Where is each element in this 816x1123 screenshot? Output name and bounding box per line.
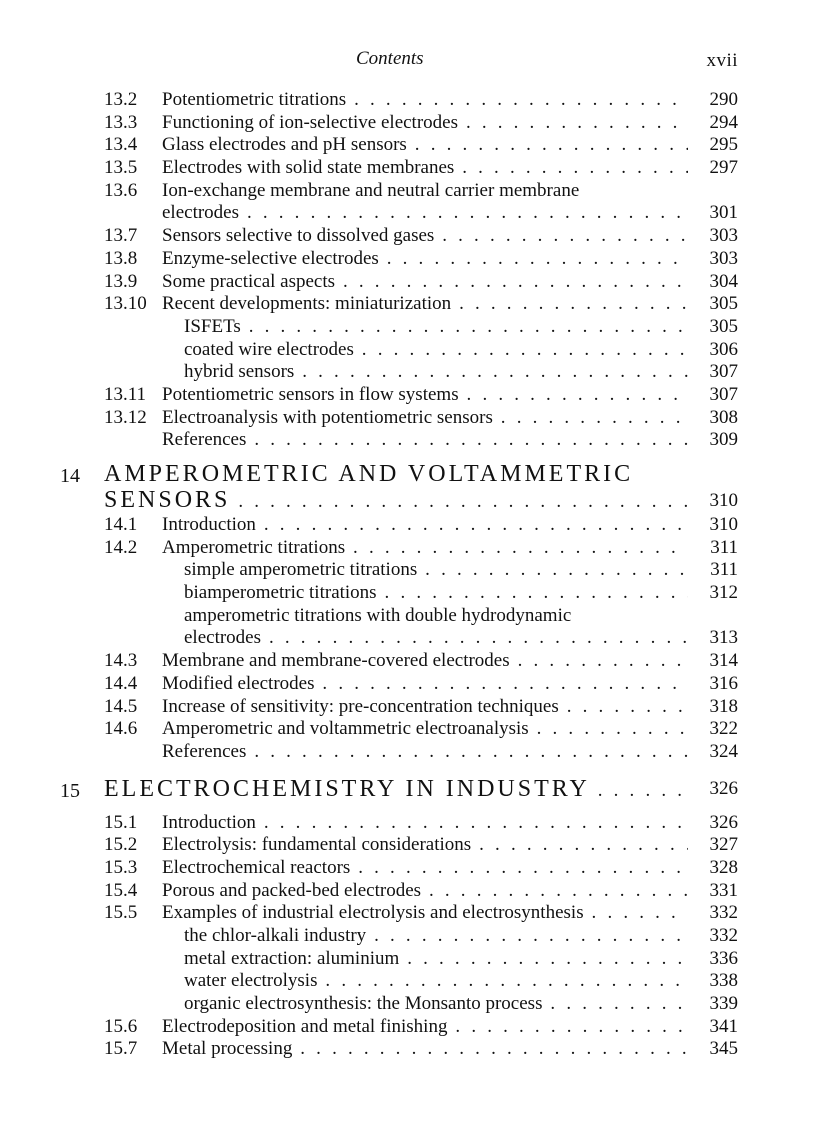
section-number: 15.1 <box>104 811 138 833</box>
page-number: xvii <box>706 50 738 71</box>
section-title: Metal processing . . . <box>162 1038 688 1061</box>
section-page: 339 <box>709 993 738 1015</box>
section-page: 316 <box>709 672 738 694</box>
chapter-number: 14 <box>60 465 80 487</box>
section-title: Examples of industrial electrolysis and electrosynthesis . . . <box>162 902 688 925</box>
section-number: 15.6 <box>104 1015 138 1037</box>
toc-entry-13-12[interactable] <box>0 407 816 430</box>
section-number: 13.4 <box>104 134 138 156</box>
toc-entry-14-references[interactable] <box>0 741 816 764</box>
section-number: 13.6 <box>104 179 138 201</box>
section-page: 313 <box>709 627 738 649</box>
section-title: Glass electrodes and pH sensors . . . <box>162 134 688 157</box>
toc-subentry-double-hydrodynamic[interactable] <box>0 605 816 628</box>
toc-entry-14-2[interactable] <box>0 537 816 560</box>
section-number: 14.6 <box>104 718 138 740</box>
section-page: 336 <box>709 947 738 969</box>
section-title: Electrodeposition and metal finishing . . . <box>162 1016 688 1039</box>
section-title: Introduction . . . <box>162 514 688 537</box>
section-title: Increase of sensitivity: pre-concentration techniques . . . <box>162 696 688 719</box>
chapter-number: 15 <box>60 779 80 802</box>
section-page: 307 <box>709 383 738 405</box>
section-title: Membrane and membrane-covered electrodes . . . <box>162 650 688 673</box>
section-title: Sensors selective to dissolved gases . . . <box>162 225 688 248</box>
toc-entry-14-3[interactable] <box>0 650 816 673</box>
section-number: 13.12 <box>104 406 147 428</box>
toc-subentry-monsanto[interactable] <box>0 993 816 1016</box>
subsection-title: hybrid sensors . . . <box>184 361 688 384</box>
chapter-title-line-2: SENSORS . . . <box>104 487 688 515</box>
toc-subentry-chlor-alkali[interactable] <box>0 925 816 948</box>
section-page: 301 <box>709 202 738 224</box>
section-page: 326 <box>709 811 738 833</box>
section-number: 14.3 <box>104 650 138 672</box>
section-page: 341 <box>709 1015 738 1037</box>
chapter-15-heading[interactable] <box>0 776 816 806</box>
section-number: 15.3 <box>104 856 138 878</box>
section-number: 14.1 <box>104 514 138 535</box>
toc-entry-13-4[interactable] <box>0 134 816 157</box>
running-header <box>0 48 816 76</box>
toc-entry-13-11[interactable] <box>0 384 816 407</box>
section-title: Electrolysis: fundamental considerations . . . <box>162 834 688 857</box>
section-page: 295 <box>709 134 738 156</box>
section-number: 15.4 <box>104 879 138 901</box>
section-title: References . . . <box>162 741 688 764</box>
toc-entry-15-2[interactable] <box>0 834 816 857</box>
section-number: 13.9 <box>104 270 138 292</box>
section-page: 311 <box>710 559 738 581</box>
running-header-title: Contents <box>356 48 424 69</box>
section-title: Amperometric titrations . . . <box>162 537 688 560</box>
section-page: 305 <box>709 315 738 337</box>
section-title: Some practical aspects . . . <box>162 271 688 294</box>
section-number: 14.4 <box>104 672 138 694</box>
subsection-title: biamperometric titrations . . . <box>184 582 688 605</box>
section-title: Introduction . . . <box>162 812 688 835</box>
toc-entry-14-5[interactable] <box>0 696 816 719</box>
section-page: 331 <box>709 879 738 901</box>
section-page: 305 <box>709 293 738 315</box>
section-page: 303 <box>709 247 738 269</box>
section-title: Potentiometric sensors in flow systems . . . <box>162 384 688 407</box>
subsection-title: water electrolysis . . . <box>184 970 688 993</box>
section-page: 322 <box>709 718 738 740</box>
section-number: 13.2 <box>104 89 138 110</box>
section-title-line-2: electrodes . . . <box>162 202 688 225</box>
toc-entry-13-6-cont[interactable] <box>0 202 816 225</box>
section-page: 327 <box>709 834 738 856</box>
section-number: 14.2 <box>104 536 138 558</box>
toc-entry-13-references[interactable] <box>0 429 816 452</box>
section-page: 297 <box>709 157 738 179</box>
subsection-title: metal extraction: aluminium . . . <box>184 948 688 971</box>
section-title: Amperometric and voltammetric electroanalysis . . . <box>162 718 688 741</box>
toc-entry-14-6[interactable] <box>0 718 816 741</box>
chapter-title: ELECTROCHEMISTRY IN INDUSTRY . . . <box>104 776 688 804</box>
toc-subentry-water-electrolysis[interactable] <box>0 970 816 993</box>
toc-entry-15-5[interactable] <box>0 902 816 925</box>
section-page: 332 <box>709 902 738 924</box>
subsection-title: organic electrosynthesis: the Monsanto process . . . <box>184 993 688 1016</box>
toc-entry-13-7[interactable] <box>0 225 816 248</box>
toc-entry-15-1[interactable] <box>0 812 816 835</box>
section-number: 13.10 <box>104 293 147 315</box>
section-page: 308 <box>709 406 738 428</box>
section-number: 13.11 <box>104 383 147 405</box>
section-page: 312 <box>709 582 738 604</box>
section-title: Functioning of ion-selective electrodes . . . <box>162 112 688 135</box>
toc-subentry-biamperometric[interactable] <box>0 582 816 605</box>
table-of-contents <box>0 89 816 1061</box>
toc-entry-13-3[interactable] <box>0 112 816 135</box>
toc-entry-15-7[interactable] <box>0 1038 816 1061</box>
subsection-title: the chlor-alkali industry . . . <box>184 925 688 948</box>
section-title: Electroanalysis with potentiometric sensors . . . <box>162 407 688 430</box>
section-number: 13.3 <box>104 111 138 133</box>
section-number: 15.5 <box>104 902 138 924</box>
section-number: 15.2 <box>104 834 138 856</box>
section-title: Enzyme-selective electrodes . . . <box>162 248 688 271</box>
section-page: 338 <box>709 970 738 992</box>
toc-entry-15-4[interactable] <box>0 880 816 903</box>
section-page: 345 <box>709 1038 738 1060</box>
section-page: 304 <box>709 270 738 292</box>
toc-entry-13-9[interactable] <box>0 271 816 294</box>
toc-entry-13-2[interactable] <box>0 89 816 112</box>
section-page: 294 <box>709 111 738 133</box>
section-page: 309 <box>709 429 738 451</box>
toc-subentry-hybrid-sensors[interactable] <box>0 361 816 384</box>
section-page: 306 <box>709 338 738 360</box>
subsection-title: coated wire electrodes . . . <box>184 339 688 362</box>
toc-entry-13-6[interactable] <box>0 180 816 203</box>
toc-entry-14-1[interactable] <box>0 514 816 537</box>
toc-entry-15-3[interactable] <box>0 857 816 880</box>
section-page: 324 <box>709 740 738 762</box>
toc-entry-13-5[interactable] <box>0 157 816 180</box>
subsection-title-line-1: amperometric titrations with double hydrodynamic <box>184 604 572 626</box>
section-number: 13.8 <box>104 247 138 269</box>
section-number: 13.7 <box>104 225 138 247</box>
subsection-title: simple amperometric titrations . . . <box>184 559 688 582</box>
section-title: Recent developments: miniaturization . . . <box>162 293 688 316</box>
toc-entry-13-8[interactable] <box>0 248 816 271</box>
section-title: Electrodes with solid state membranes . . . <box>162 157 688 180</box>
toc-subentry-coated-wire[interactable] <box>0 339 816 362</box>
section-number: 14.5 <box>104 695 138 717</box>
section-page: 332 <box>709 925 738 946</box>
section-page: 307 <box>709 361 738 383</box>
section-page: 290 <box>709 89 738 110</box>
section-number: 15.7 <box>104 1038 138 1060</box>
chapter-14-heading[interactable] <box>0 461 816 514</box>
subsection-title: ISFETs . . . <box>184 316 688 339</box>
toc-entry-13-10[interactable] <box>0 293 816 316</box>
section-page: 310 <box>709 514 738 535</box>
section-title: Potentiometric titrations . . . <box>162 89 688 112</box>
section-page: 318 <box>709 695 738 717</box>
section-title: Porous and packed-bed electrodes . . . <box>162 880 688 903</box>
toc-subentry-isfets[interactable] <box>0 316 816 339</box>
chapter-page: 310 <box>709 490 738 511</box>
chapter-title-line-1: AMPEROMETRIC AND VOLTAMMETRIC <box>104 461 634 487</box>
toc-entry-15-6[interactable] <box>0 1016 816 1039</box>
section-number: 13.5 <box>104 157 138 179</box>
section-title-line-1: Ion-exchange membrane and neutral carrier membrane <box>162 179 580 201</box>
section-page: 314 <box>709 650 738 672</box>
chapter-page: 326 <box>709 777 738 799</box>
section-title: Modified electrodes . . . <box>162 673 688 696</box>
section-title: Electrochemical reactors . . . <box>162 857 688 880</box>
toc-subentry-aluminium[interactable] <box>0 948 816 971</box>
toc-entry-14-4[interactable] <box>0 673 816 696</box>
subsection-title-line-2: electrodes . . . <box>184 627 688 650</box>
toc-subentry-double-hydrodynamic-cont[interactable] <box>0 627 816 650</box>
section-title: References . . . <box>162 429 688 452</box>
toc-subentry-simple-amperometric[interactable] <box>0 559 816 582</box>
section-page: 303 <box>709 225 738 247</box>
section-page: 328 <box>709 856 738 878</box>
section-page: 311 <box>710 536 738 558</box>
